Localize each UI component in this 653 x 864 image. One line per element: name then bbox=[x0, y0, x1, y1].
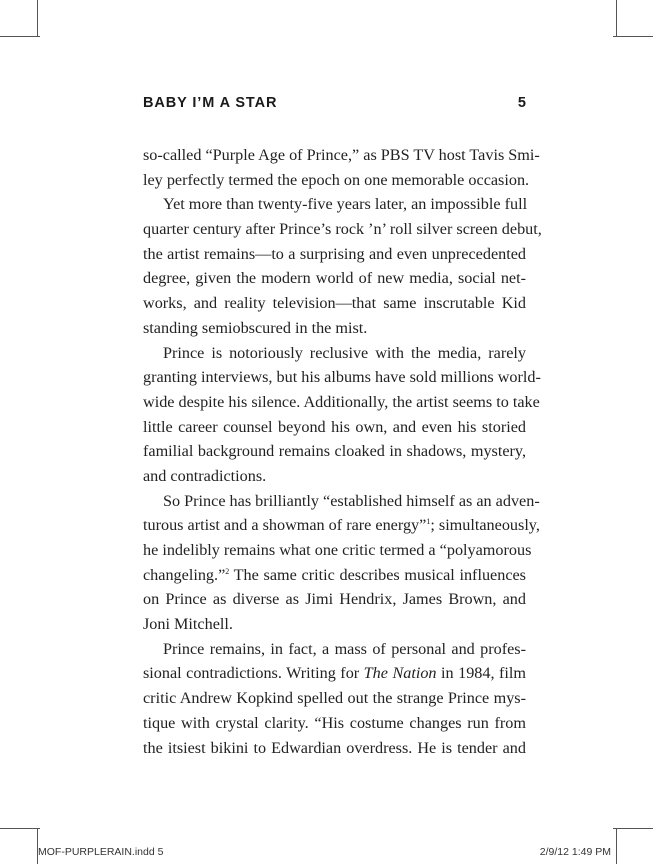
text-line: standing semiobscured in the mist. bbox=[143, 318, 368, 337]
text-segment: The same critic describes musical influences bbox=[229, 565, 526, 584]
crop-mark-top-right bbox=[616, 0, 617, 36]
body-text bbox=[143, 143, 542, 760]
text-line: So Prince has brilliantly “established himself as an adven- bbox=[163, 491, 540, 510]
footnote-marker: 2 bbox=[225, 566, 230, 576]
text-line bbox=[143, 563, 526, 588]
crop-mark-top-left bbox=[37, 0, 38, 36]
text-line bbox=[143, 513, 540, 538]
text-line: ley perfectly termed the epoch on one memorable occasion. bbox=[143, 170, 530, 189]
publication-title: The Nation bbox=[363, 664, 437, 683]
text-line: degree, given the modern world of new media, social net- bbox=[143, 269, 526, 288]
text-line: so-called “Purple Age of Prince,” as PBS TV host Tavis Smi- bbox=[143, 146, 540, 164]
text-line: the artist remains—to a surprising and even unprecedented bbox=[143, 244, 526, 263]
text-line: Joni Mitchell. bbox=[143, 615, 233, 634]
text-line: little career counsel beyond his own, and even his storied bbox=[143, 417, 526, 436]
text-line: he indelibly remains what one critic termed a “polyamorous bbox=[143, 541, 532, 559]
text-line: and contradictions. bbox=[143, 466, 267, 485]
text-line: Yet more than twenty-five years later, an impossible full bbox=[163, 195, 528, 214]
footnote-marker: 1 bbox=[426, 517, 431, 527]
slug-datetime: 2/9/12 1:49 PM bbox=[539, 846, 611, 858]
text-line: Prince remains, in fact, a mass of personal and profes- bbox=[163, 639, 526, 658]
text-segment: ; simultaneously, bbox=[430, 516, 540, 535]
text-line: critic Andrew Kopkind spelled out the strange Prince mys- bbox=[143, 689, 526, 708]
text-line: wide despite his silence. Additionally, the artist seems to take bbox=[143, 392, 540, 411]
text-line: tique with crystal clarity. “His costume changes run from bbox=[143, 713, 526, 732]
text-line: quarter century after Prince’s rock ’n’ roll silver screen debut, bbox=[143, 220, 542, 239]
text-segment: sional contradictions. Writing for bbox=[143, 664, 364, 683]
crop-mark-bottom-right bbox=[616, 828, 617, 864]
text-line: familial background remains cloaked in shadows, mystery, bbox=[143, 442, 526, 461]
text-segment: changeling.” bbox=[143, 565, 226, 584]
crop-mark-top-right-horizontal bbox=[613, 36, 653, 37]
text-line: the itsiest bikini to Edwardian overdress. He is tender and bbox=[143, 738, 526, 757]
text-segment: turous artist and a showman of rare energy” bbox=[143, 516, 427, 535]
running-head bbox=[143, 95, 526, 115]
page-number: 5 bbox=[517, 95, 526, 111]
crop-mark-top-left-horizontal bbox=[0, 36, 40, 37]
text-line: works, and reality television—that same inscrutable Kid bbox=[143, 294, 526, 313]
crop-mark-bottom-right-horizontal bbox=[613, 828, 653, 829]
text-segment: in 1984, film bbox=[436, 664, 526, 683]
slug-filename: MOF-PURPLERAIN.indd 5 bbox=[38, 846, 164, 858]
text-line: Prince is notoriously reclusive with the media, rarely bbox=[163, 343, 526, 362]
text-line: granting interviews, but his albums have sold millions world- bbox=[143, 368, 541, 387]
text-line: on Prince as diverse as Jimi Hendrix, James Brown, and bbox=[143, 590, 526, 609]
crop-mark-bottom-left-horizontal bbox=[0, 828, 40, 829]
text-line bbox=[143, 661, 526, 686]
chapter-title: BABY I’M A STAR bbox=[143, 95, 278, 111]
